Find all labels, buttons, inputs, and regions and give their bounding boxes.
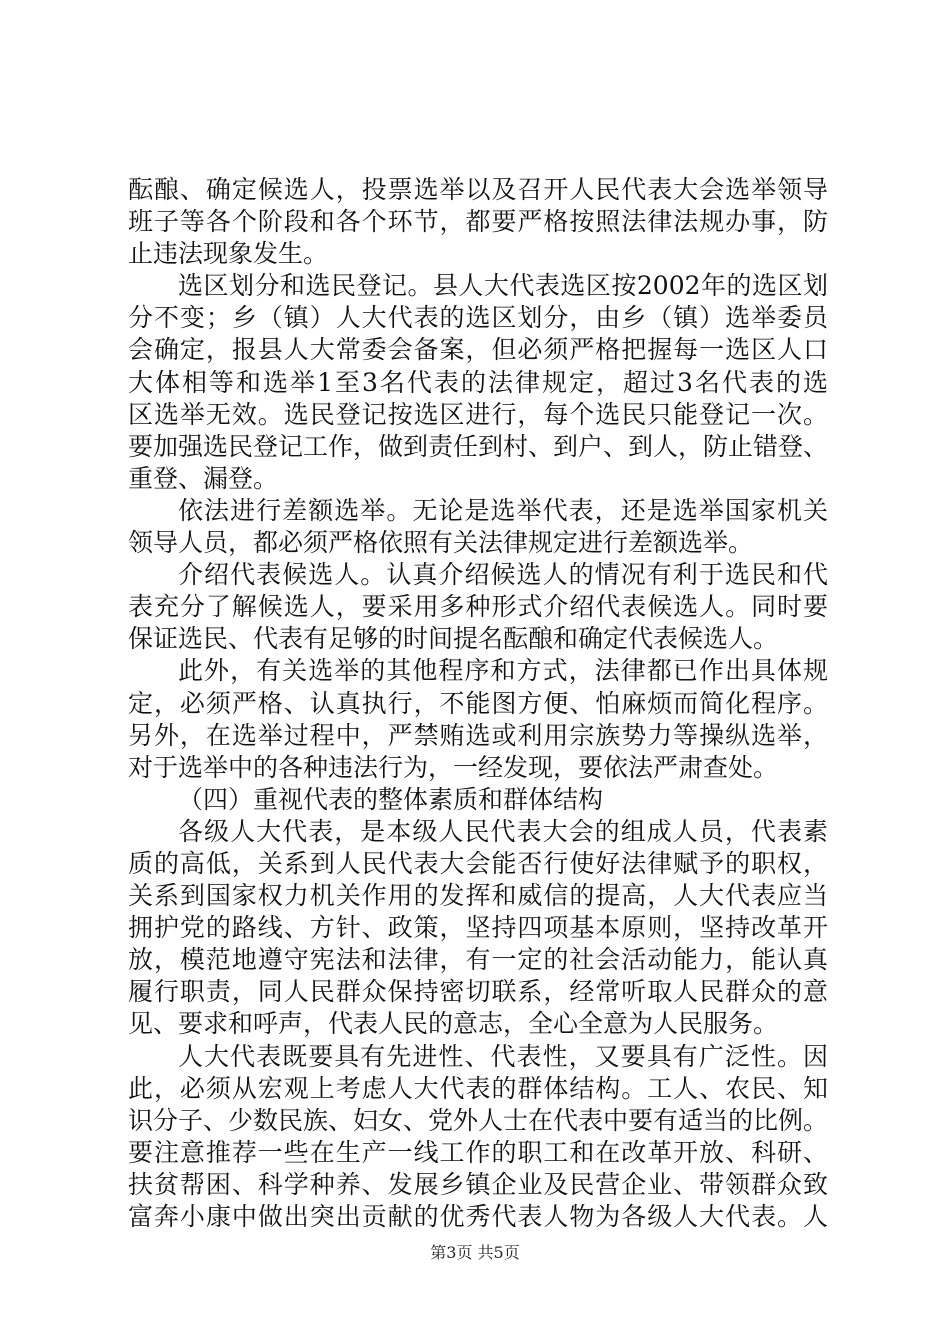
text-line: 酝酿、确定候选人，投票选举以及召开人民代表大会选举领导 (128, 175, 828, 204)
text-line: 要加强选民登记工作，做到责任到村、到户、到人，防止错登、 (128, 431, 829, 461)
text-line: 见、要求和呼声，代表人民的意志，全心全意为人民服务。 (128, 1009, 779, 1039)
text-line: 识分子、少数民族、妇女、党外人士在代表中要有适当的比例。 (128, 1105, 829, 1135)
text-line: （四）重视代表的整体素质和群体结构 (178, 784, 604, 814)
text-line: 领导人员，都必须严格依照有关法律规定进行差额选举。 (128, 528, 754, 558)
text-line: 大体相等和选举1至3名代表的法律规定，超过3名代表的选 (128, 367, 828, 397)
text-line: 此，必须从宏观上考虑人大代表的群体结构。工人、农民、知 (128, 1073, 828, 1103)
text-line: 班子等各个阶段和各个环节，都要严格按照法律法规办事，防 (128, 207, 828, 237)
text-line: 依法进行差额选举。无论是选举代表，还是选举国家机关 (178, 495, 828, 525)
text-line: 保证选民、代表有足够的时间提名酝酿和确定代表候选人。 (128, 624, 779, 654)
text-line: 会确定，报县人大常委会备案，但必须严格把握每一选区人口 (128, 335, 828, 365)
page-number: 第3页 共5页 (430, 1243, 520, 1262)
text-line: 止违法现象发生。 (128, 239, 329, 269)
text-line: 表充分了解候选人，要采用多种形式介绍代表候选人。同时要 (128, 592, 828, 622)
text-line: 富奔小康中做出突出贡献的优秀代表人物为各级人大代表。人 (128, 1202, 828, 1231)
text-line: 定，必须严格、认真执行，不能图方便、怕麻烦而简化程序。 (128, 688, 828, 718)
text-line: 各级人大代表，是本级人民代表大会的组成人员，代表素 (178, 816, 828, 846)
text-line: 此外，有关选举的其他程序和方式，法律都已作出具体规 (178, 656, 828, 686)
text-line: 拥护党的路线、方针、政策，坚持四项基本原则，坚持改革开 (128, 913, 828, 943)
text-line: 对于选举中的各种违法行为，一经发现，要依法严肃查处。 (128, 752, 779, 782)
text-line: 履行职责，同人民群众保持密切联系，经常听取人民群众的意 (128, 977, 828, 1007)
document-body (128, 174, 828, 1233)
text-line: 放，模范地遵守宪法和法律，有一定的社会活动能力，能认真 (128, 945, 828, 975)
text-line: 选区划分和选民登记。县人大代表选区按2002年的选区划 (178, 271, 828, 301)
text-line: 区选举无效。选民登记按选区进行，每个选民只能登记一次。 (128, 399, 828, 429)
text-line: 人大代表既要具有先进性、代表性，又要具有广泛性。因 (178, 1041, 828, 1071)
text-line: 重登、漏登。 (128, 463, 279, 493)
text-line: 关系到国家权力机关作用的发挥和威信的提高，人大代表应当 (128, 881, 828, 911)
text-line: 质的高低，关系到人民代表大会能否行使好法律赋予的职权， (128, 848, 828, 878)
page-footer (0, 1240, 950, 1263)
text-line: 要注意推荐一些在生产一线工作的职工和在改革开放、科研、 (128, 1137, 828, 1167)
text-line: 介绍代表候选人。认真介绍候选人的情况有利于选民和代 (178, 560, 828, 590)
text-line: 扶贫帮困、科学种养、发展乡镇企业及民营企业、带领群众致 (128, 1169, 828, 1199)
text-line: 另外，在选举过程中，严禁贿选或利用宗族势力等操纵选举， (128, 720, 828, 750)
text-line: 分不变；乡（镇）人大代表的选区划分，由乡（镇）选举委员 (128, 303, 828, 333)
